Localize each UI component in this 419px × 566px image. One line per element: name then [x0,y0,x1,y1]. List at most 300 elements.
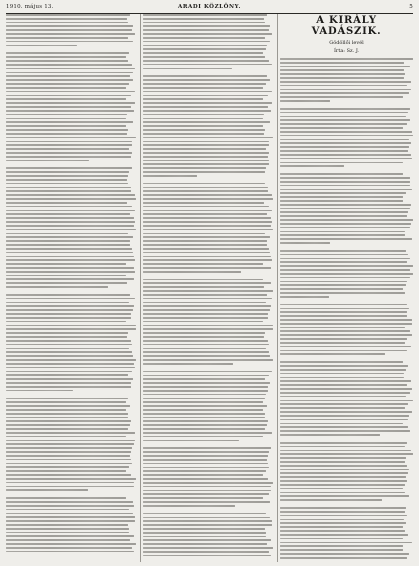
text-line [280,400,413,402]
text-line [280,522,406,524]
text-line [6,263,126,265]
text-line [280,77,404,79]
text-line [280,154,411,156]
text-line [6,305,134,307]
text-line [6,539,130,541]
text-line [280,430,410,432]
text-line [6,351,132,353]
text-line [143,110,271,112]
text-line [6,68,135,70]
text-line [143,313,268,315]
text-line [143,517,270,519]
text-line [143,87,263,89]
text-line [280,323,412,325]
text-line [280,373,404,375]
text-line [6,486,134,488]
text-line [143,187,268,189]
text-line [280,58,413,60]
text-line [6,52,129,54]
column-middle [143,14,273,562]
text-line [280,327,405,329]
text-line [6,401,126,403]
text-line [280,461,405,463]
text-line [143,133,264,135]
text-line [280,173,403,175]
text-line [143,355,270,357]
text-line [6,328,136,330]
text-line [143,317,268,319]
text-line [143,455,268,457]
text-line [6,374,128,376]
text-line [6,133,127,135]
text-line [6,72,133,74]
text-line [6,440,135,442]
text-line [143,547,273,549]
text-line [143,524,272,526]
text-line [6,371,132,373]
text-line [143,539,271,541]
text-line [280,419,408,421]
text-line [143,286,264,288]
text-line [6,45,77,47]
text-line [6,543,136,545]
text-line [6,229,136,231]
text-line [280,250,406,252]
text-line [280,269,410,271]
text-line [143,240,267,242]
text-line [280,200,403,202]
text-line [143,482,273,484]
text-line [6,325,136,327]
text-line [280,139,409,141]
text-line [143,22,265,24]
text-line [143,48,266,50]
text-line [143,56,265,58]
text-line [143,175,197,177]
article-byline-author: Írta: Sz. J. [333,48,360,54]
text-line [280,446,405,448]
text-line [6,179,127,181]
text-line [280,292,405,294]
text-line [6,267,134,269]
text-line [280,62,404,64]
text-line [280,511,405,513]
text-line [6,160,89,162]
text-line [6,348,129,350]
text-line [280,242,330,244]
text-line [280,119,410,121]
text-line [143,363,233,365]
text-line [6,413,128,415]
text-line [280,135,413,137]
text-line [6,432,135,434]
text-line [143,398,265,400]
text-line [143,141,269,143]
text-line [280,254,408,256]
text-line [6,125,126,127]
text-line [6,286,108,288]
text-line [143,351,269,353]
text-line [6,443,134,445]
text-line [143,390,268,392]
text-line [143,33,272,35]
text-line [280,465,407,467]
text-line [143,183,265,185]
text-line [280,85,407,87]
text-line [6,501,133,503]
text-line [280,415,409,417]
text-line [143,171,265,173]
text-line [143,302,266,304]
text-line [280,108,410,110]
text-line [280,488,403,490]
text-line [280,526,403,528]
text-line [280,308,409,310]
text-line [6,79,133,81]
text-line [143,305,271,307]
text-line [6,436,126,438]
text-line [6,378,133,380]
text-line [280,365,408,367]
text-line [280,223,411,225]
text-line [280,227,410,229]
text-line [6,202,127,204]
text-line [6,340,131,342]
text-line [280,334,412,336]
text-line [280,162,403,164]
text-line [143,125,263,127]
text-line [143,37,265,39]
text-line [143,470,266,472]
text-line [143,14,267,16]
text-line [6,248,132,250]
text-line [6,489,88,491]
text-line [6,56,126,58]
text-line [280,407,405,409]
text-line [280,92,409,94]
text-line [6,256,134,258]
text-line [280,472,408,474]
text-line [6,114,127,116]
text-line [280,330,410,332]
text-line [6,259,135,261]
text-line [6,382,131,384]
text-line [280,165,344,167]
text-line [6,336,127,338]
column-divider [277,14,278,562]
text-line [6,64,132,66]
text-line [280,476,406,478]
text-line [6,294,130,296]
text-line [6,528,129,530]
text-line [6,321,126,323]
text-line [143,102,272,104]
text-line [6,470,126,472]
text-line [143,463,268,465]
text-line [143,321,263,323]
text-line [6,25,133,27]
text-line [280,315,407,317]
text-line [143,259,272,261]
text-line [143,95,268,97]
text-line [6,221,135,223]
text-line [143,202,264,204]
text-line [280,158,412,160]
text-line [143,420,268,422]
text-line [143,405,267,407]
text-line [280,196,403,198]
text-line [6,420,131,422]
text-line [143,68,232,70]
text-line [6,29,132,31]
text-line [280,453,413,455]
text-line [280,350,407,352]
text-line [280,480,407,482]
text-line [280,258,410,260]
text-line [6,37,128,39]
text-line [280,499,382,501]
text-line [143,144,269,146]
text-line [143,290,273,292]
text-line [143,106,268,108]
text-line [280,238,412,240]
text-line [280,116,406,118]
column-divider [140,14,141,562]
text-line [280,311,407,313]
text-line [6,386,131,388]
text-line [143,167,266,169]
text-line [6,309,133,311]
text-line [280,484,405,486]
text-line [280,450,411,452]
text-line [143,478,268,480]
text-line [280,69,404,71]
text-line [280,542,412,544]
text-line [143,371,272,373]
text-line [280,557,407,559]
page-number: 5 [409,4,413,10]
text-line [280,538,403,540]
newspaper-title: ARADI KÖZLÖNY. [177,4,242,10]
text-line [280,423,403,425]
text-line [6,18,127,20]
text-line [280,388,412,390]
text-line [143,279,263,281]
text-line [6,144,132,146]
text-line [143,29,269,31]
text-line [6,137,136,139]
article-headline: A KIRÁLY VADÁSZIK. [311,15,382,37]
text-line [143,440,239,442]
text-line [143,25,270,27]
text-line [280,273,413,275]
text-line [280,361,403,363]
text-line [6,551,134,553]
text-line [6,22,128,24]
text-line [280,534,408,536]
text-line [280,127,403,129]
column-left-text-block [6,14,136,555]
text-line [280,73,405,75]
text-line [280,530,405,532]
text-line [143,490,271,492]
text-line [6,240,130,242]
text-line [143,221,272,223]
text-line [6,210,135,212]
text-line [143,194,272,196]
text-line [143,91,272,93]
text-line [280,181,410,183]
text-line [280,261,407,263]
text-line [143,505,235,507]
text-line [143,256,271,258]
text-line [280,380,411,382]
text-line [280,457,406,459]
text-line [280,192,406,194]
text-line [280,284,406,286]
text-line [6,405,130,407]
text-line [6,83,129,85]
text-line [280,204,411,206]
text-line [143,148,266,150]
text-line [143,401,263,403]
text-line [143,163,269,165]
text-line [143,551,269,553]
text-line [6,417,128,419]
text-line [6,466,129,468]
column-right [280,14,413,562]
text-line [6,141,132,143]
text-line [6,509,129,511]
text-line [280,146,409,148]
text-line [143,432,272,434]
text-line [143,206,269,208]
column-middle-text-block [143,14,273,559]
text-line [6,482,134,484]
article-byline-title: Gödöllői levél [329,40,364,46]
text-line [6,175,128,177]
text-line [280,434,380,436]
text-line [280,265,413,267]
text-line [6,225,134,227]
text-line [143,386,268,388]
text-line [6,524,128,526]
text-line [143,513,266,515]
text-line [280,426,408,428]
text-line [143,83,266,85]
text-line [6,217,134,219]
text-line [6,317,131,319]
text-line [143,60,269,62]
text-line [280,189,412,191]
text-line [280,142,411,144]
text-line [280,353,385,355]
text-line [6,148,129,150]
text-line [143,332,265,334]
text-line [143,41,270,43]
text-line [143,114,264,116]
text-line [6,252,133,254]
text-line [280,296,329,298]
text-line [143,555,271,557]
text-line [143,271,241,273]
text-line [143,344,269,346]
text-line [6,206,132,208]
text-line [143,536,266,538]
text-line [280,342,405,344]
text-line [6,41,133,43]
text-line [6,87,126,89]
text-line [143,225,271,227]
text-line [280,495,409,497]
text-line [280,96,403,98]
text-line [6,167,132,169]
text-line [143,309,270,311]
text-line [6,520,135,522]
text-line [143,474,263,476]
text-line [143,543,267,545]
text-line [6,171,129,173]
text-line [143,236,270,238]
text-line [143,328,273,330]
text-line [280,208,410,210]
text-line [6,233,128,235]
text-line [143,359,273,361]
text-line [280,288,403,290]
text-line [6,451,131,453]
text-line [280,234,405,236]
text-line [143,467,269,469]
text-line [6,516,135,518]
text-line [280,231,405,233]
text-line [143,436,263,438]
text-line [280,545,403,547]
text-line [6,459,131,461]
text-line [143,282,271,284]
text-line [143,447,271,449]
column-right-text-block [280,58,413,561]
text-line [143,217,271,219]
text-line [143,210,272,212]
text-line [143,459,267,461]
text-line [143,52,263,54]
text-line [6,213,130,215]
text-line [280,150,408,152]
text-line [280,492,405,494]
text-line [280,215,407,217]
text-line [280,411,412,413]
text-line [143,79,270,81]
text-line [280,442,407,444]
text-line [6,129,128,131]
text-line [6,98,126,100]
text-line [143,325,273,327]
text-line [280,100,330,102]
text-line [6,275,126,277]
text-line [6,463,132,465]
text-line [6,121,133,123]
text-line [6,535,134,537]
text-line [143,198,273,200]
paragraph-gap [6,394,136,398]
text-line [280,519,404,521]
text-line [6,398,128,400]
text-line [280,131,412,133]
text-line [6,102,135,104]
text-line [280,338,407,340]
text-line [280,277,410,279]
text-line [6,409,126,411]
